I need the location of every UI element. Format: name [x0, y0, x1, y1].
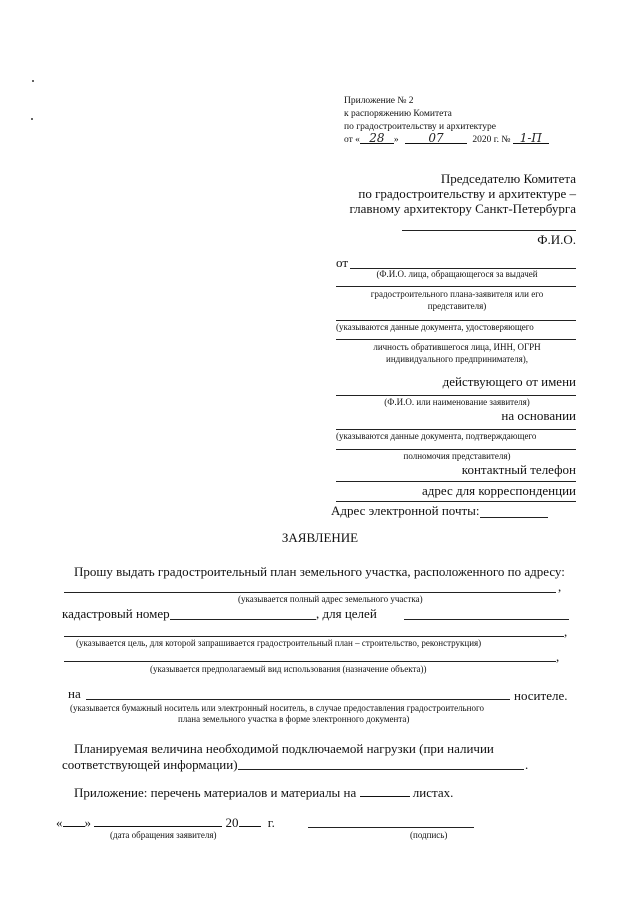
hint-doc-2: личность обратившегося лица, ИНН, ОГРН: [373, 342, 541, 352]
address-field-line: [64, 592, 556, 593]
applicant-line-2: [336, 286, 576, 287]
attachment-text: [74, 785, 453, 801]
fio-line: [402, 230, 576, 231]
scan-dot: [31, 118, 33, 120]
document-title: ЗАЯВЛЕНИЕ: [281, 530, 359, 545]
hint-use: (указывается предполагаемый вид использования (назначение объекта)): [150, 664, 427, 674]
hint-basis-1: (указываются данные документа, подтверждающего: [336, 431, 537, 441]
hint-doc-3: индивидуального предпринимателя),: [386, 354, 528, 364]
hint-applicant-1: (Ф.И.О. лица, обращающегося за выдачей: [376, 269, 538, 279]
address-comma: ,: [558, 579, 562, 594]
basis-doc-line: [336, 429, 576, 430]
request-text: Прошу выдать градостроительный план земельного участка, расположенного по адресу:: [74, 564, 565, 579]
annex-line-3: по градостроительству и архитектуре: [344, 122, 496, 132]
addressee-line-2: по градостроительству и архитектуре –: [358, 186, 576, 201]
purpose-field-line: [64, 636, 564, 637]
medium-line: [86, 699, 510, 700]
attachment-sheets: листах.: [412, 785, 454, 800]
annex-date-line: [344, 133, 549, 146]
hint-applicant-3: представителя): [427, 301, 487, 311]
planned-period: .: [525, 757, 529, 772]
annex-year-number: 2020 г. №: [472, 135, 511, 145]
annex-quote-close: »: [393, 135, 399, 145]
email-line: [480, 517, 548, 518]
address-line: [336, 501, 576, 502]
addressee-line-3: главному архитектору Санкт-Петербурга: [349, 201, 576, 216]
hint-address: (указывается полный адрес земельного участка): [238, 594, 423, 604]
phone-line: [336, 481, 576, 482]
attachment-label: Приложение: перечень материалов и материалы на: [74, 785, 357, 800]
email-label: Адрес электронной почты:: [331, 503, 480, 518]
correspondence-address: адрес для корреспонденции: [422, 483, 576, 498]
use-field-line: [64, 661, 556, 662]
medium-label: носителе.: [514, 688, 568, 703]
applicant-doc-line-2: [336, 339, 576, 340]
signature-line: [308, 827, 474, 828]
applicant-doc-line: [336, 320, 576, 321]
addressee-line-1: Председателю Комитета: [440, 171, 576, 186]
contact-phone: контактный телефон: [461, 462, 576, 477]
hint-applicant-name: (Ф.И.О. или наименование заявителя): [384, 397, 530, 407]
cadastral-line: [170, 619, 316, 620]
planned-load-1: Планируемая величина необходимой подключаемой нагрузки (при наличии: [74, 741, 494, 756]
medium-on: на: [68, 686, 81, 701]
annex-number: 1-П: [519, 131, 542, 145]
annex-line-1: Приложение № 2: [344, 96, 414, 106]
hint-basis-2: полномочия представителя): [403, 451, 511, 461]
annex-from-prefix: от «: [344, 135, 360, 145]
annex-line-2: к распоряжению Комитета: [344, 109, 452, 119]
hint-signature: (подпись): [410, 830, 448, 840]
addressee-fio: Ф.И.О.: [537, 232, 576, 247]
hint-purpose: (указывается цель, для которой запрашивается градостроительный план – строительство, реконструкция): [76, 638, 482, 648]
hint-medium-2: плана земельного участка в форме электронного документа): [178, 714, 410, 724]
hint-applicant-2: градостроительного плана-заявителя или его: [370, 289, 544, 299]
annex-month: 07: [428, 131, 444, 145]
purposes-line: [404, 619, 569, 620]
acting-on-behalf: действующего от имени: [442, 374, 576, 389]
planned-load-line: [238, 769, 524, 770]
planned-load-2: соответствующей информации): [62, 757, 238, 772]
scan-dot: [32, 80, 34, 82]
on-basis: на основании: [501, 408, 576, 423]
hint-medium-1: (указывается бумажный носитель или электронный носитель, в случае предоставления градостроительного: [70, 703, 484, 713]
purpose-comma: ,: [564, 624, 568, 639]
cadastral-label: кадастровый номер: [62, 606, 170, 621]
applicant-from: от: [336, 255, 349, 270]
date-line: [56, 815, 275, 831]
annex-day: 28: [369, 131, 385, 145]
year-suffix: г.: [267, 815, 275, 830]
date-close: »: [84, 815, 91, 830]
applicant-name2-line: [336, 395, 576, 396]
hint-doc-1: (указываются данные документа, удостоверяющего: [336, 322, 534, 332]
basis-doc-line-2: [336, 449, 576, 450]
date-open: «: [56, 815, 63, 830]
year-prefix: 20: [225, 815, 239, 830]
use-comma: ,: [556, 649, 560, 664]
purposes-label: , для целей: [316, 606, 377, 621]
hint-date: (дата обращения заявителя): [110, 830, 217, 840]
